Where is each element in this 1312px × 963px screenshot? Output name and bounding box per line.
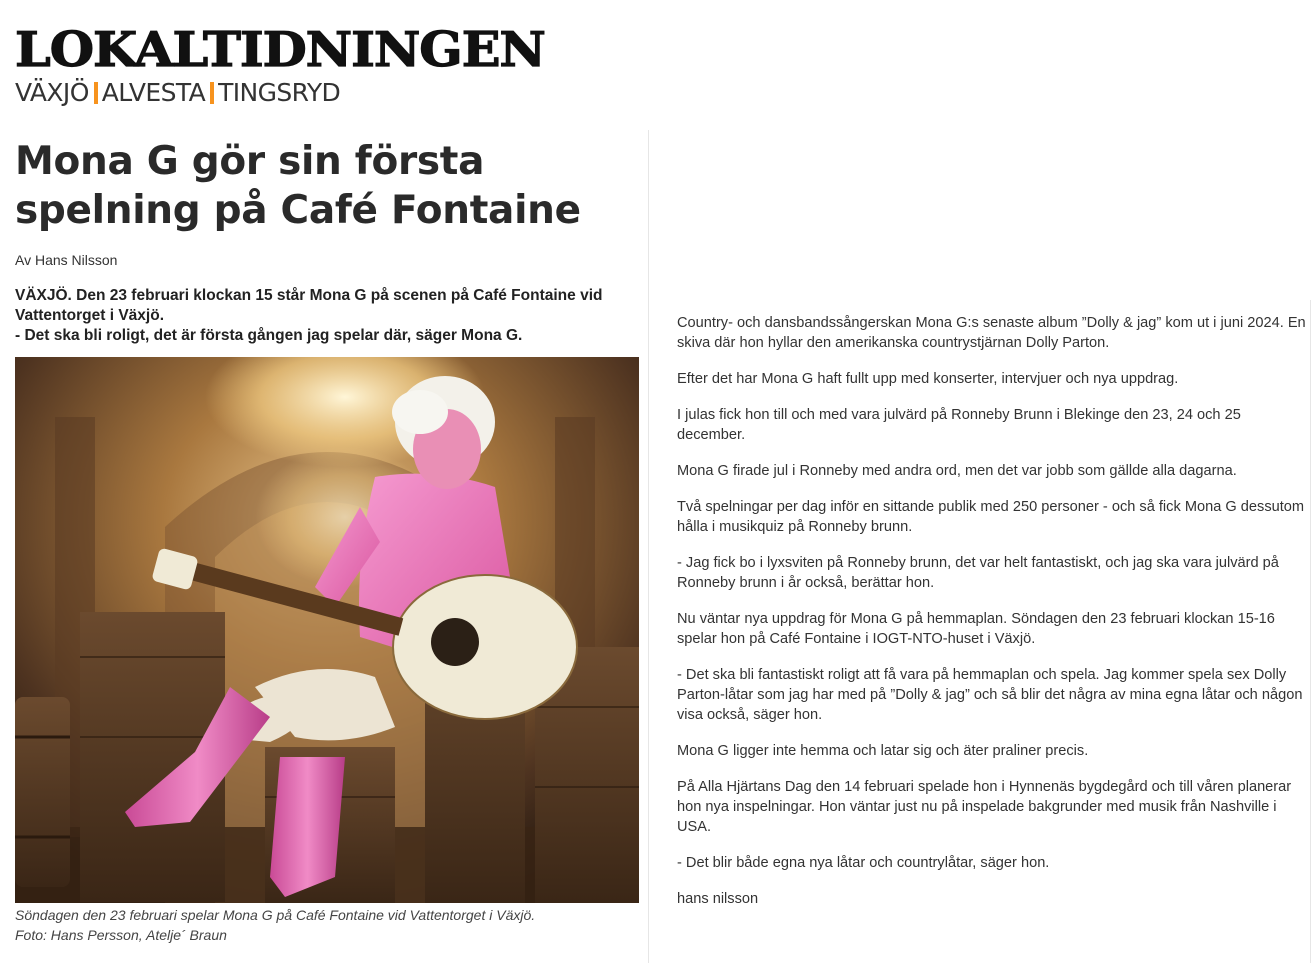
photo-credit: Foto: Hans Persson, Atelje´ Braun [15, 927, 227, 943]
article-ingress [15, 286, 635, 346]
right-edge-divider [1310, 300, 1311, 963]
edition-alvesta: ALVESTA [101, 78, 206, 107]
body-paragraph: Nu väntar nya uppdrag för Mona G på hemmaplan. Söndagen den 23 februari klockan 15-16 spelar hon på Café Fontaine i IOGT-NTO-huset i Växjö. [677, 611, 1275, 647]
photo-illustration [15, 357, 639, 903]
newspaper-logo[interactable]: LOKALTIDNINGEN [15, 22, 545, 78]
article-headline: Mona G gör sin första spelning på Café Fontaine [15, 139, 581, 233]
body-paragraph: - Det ska bli fantastiskt roligt att få vara på hemmaplan och spela. Jag kommer spela sex Dolly Parton-låtar som jag har med på ”Dolly & jag” och så blir det några av mina egna låtar och någon visa också, säger hon. [677, 667, 1303, 723]
edition-separator [210, 82, 214, 104]
edition-list [15, 80, 515, 105]
photo-caption [15, 905, 639, 945]
body-paragraph: - Jag fick bo i lyxsviten på Ronneby brunn, det var helt fantastiskt, och jag ska vara julvärd på Ronneby brunn i år också, berättar hon. [677, 555, 1279, 591]
body-paragraph: Mona G ligger inte hemma och latar sig och äter praliner precis. [677, 743, 1089, 759]
body-paragraph: - Det blir både egna nya låtar och countrylåtar, säger hon. [677, 855, 1050, 871]
ingress-paragraph: VÄXJÖ. Den 23 februari klockan 15 står Mona G på scenen på Café Fontaine vid Vattentorget i Växjö. [15, 287, 603, 324]
article-byline: Av Hans Nilsson [15, 252, 118, 268]
body-paragraph: Efter det har Mona G haft fullt upp med konserter, intervjuer och nya uppdrag. [677, 371, 1179, 387]
body-paragraph: På Alla Hjärtans Dag den 14 februari spelade hon i Hynnenäs bygdegård och till våren planerar hon nya inspelningar. Hon väntar just nu på inspelade bakgrunder med musik från Nashville i USA. [677, 779, 1292, 835]
article-signature: hans nilsson [677, 891, 759, 907]
body-paragraph: I julas fick hon till och med vara julvärd på Ronneby Brunn i Blekinge den 23, 24 och 25 december. [677, 407, 1241, 443]
edition-separator [94, 82, 98, 104]
body-paragraph: Country- och dansbandssångerskan Mona G:s senaste album ”Dolly & jag” kom ut i juni 2024. En skiva där hon hyllar den amerikanska countrystjärnan Dolly Parton. [677, 315, 1306, 351]
ingress-quote: - Det ska bli roligt, det är första gången jag spelar där, säger Mona G. [15, 327, 523, 344]
column-divider [648, 130, 649, 963]
article-body [677, 313, 1307, 925]
masthead [15, 22, 545, 107]
photo-caption-text: Söndagen den 23 februari spelar Mona G på Café Fontaine vid Vattentorget i Växjö. [15, 907, 536, 923]
article-header [15, 137, 635, 346]
edition-tingsryd: TINGSRYD [218, 78, 341, 107]
body-paragraph: Mona G firade jul i Ronneby med andra ord, men det var jobb som gällde alla dagarna. [677, 463, 1237, 479]
article-photo[interactable] [15, 357, 639, 903]
edition-vaxjo: VÄXJÖ [15, 78, 89, 107]
body-paragraph: Två spelningar per dag inför en sittande publik med 250 personer - och så fick Mona G dessutom hålla i musikquiz på Ronneby brunn. [677, 499, 1305, 535]
